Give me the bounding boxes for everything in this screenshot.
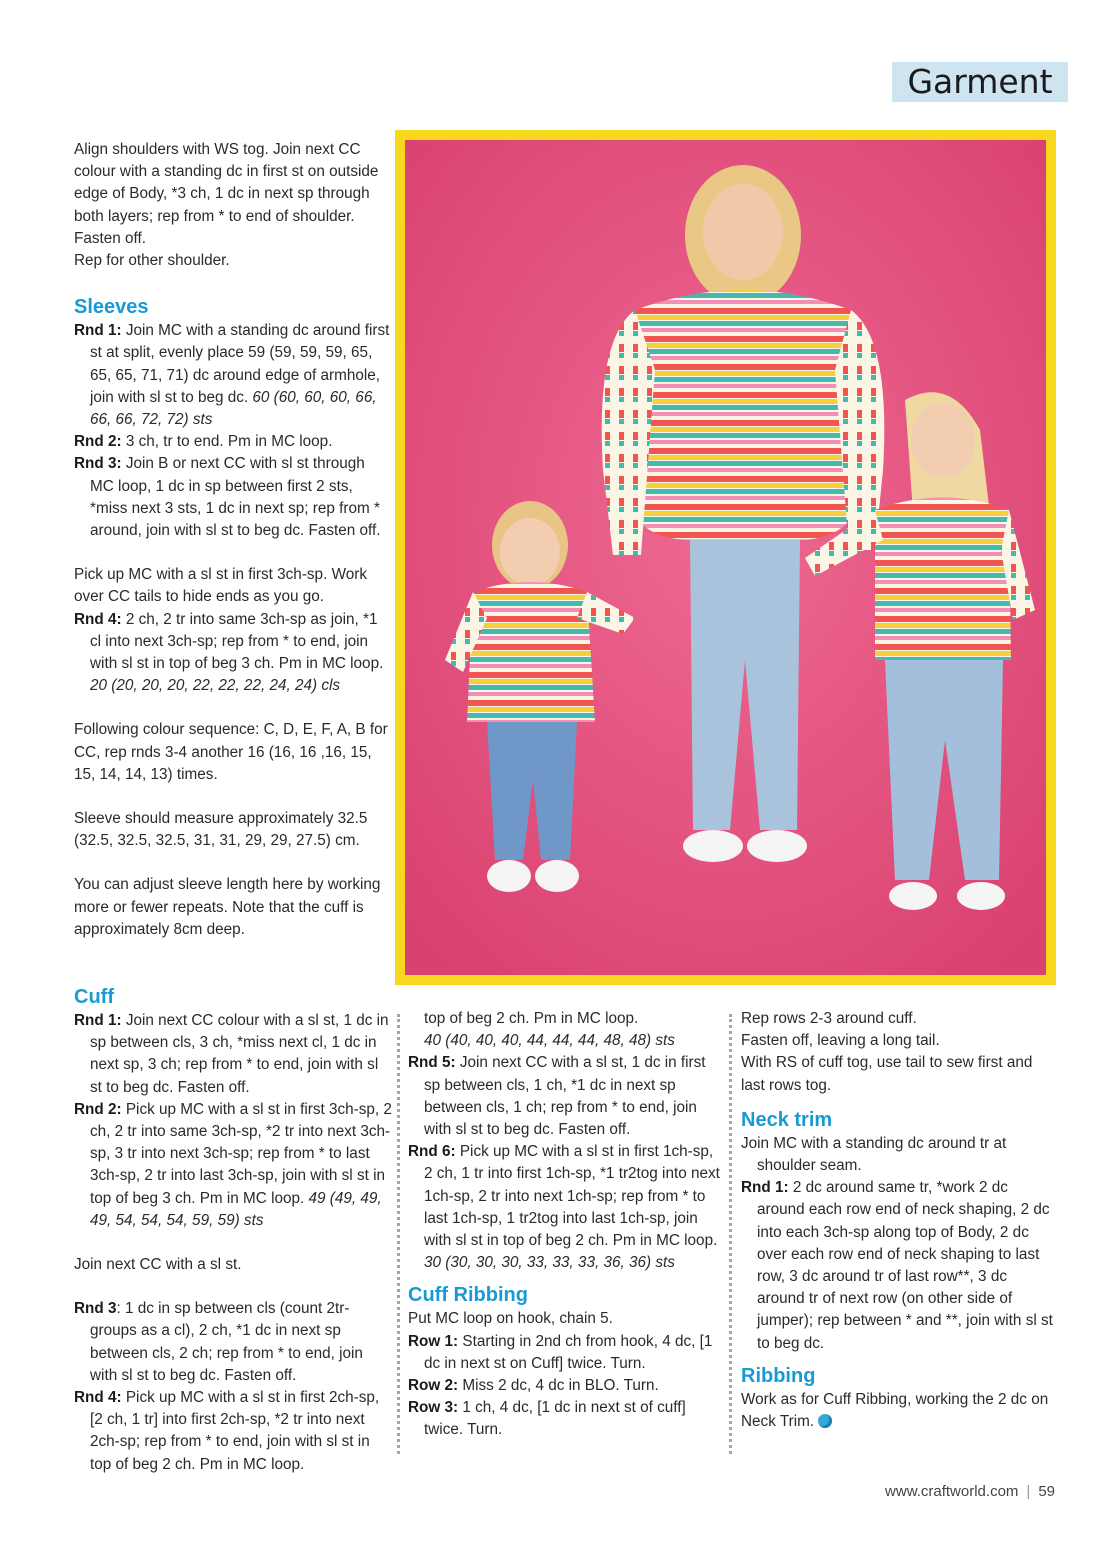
column-divider-2: [729, 1014, 732, 1454]
colour-sequence-paragraph: Following colour sequence: C, D, E, F, A, B for CC, rep rnds 3-4 another 16 (16, 16 ,16, 15, 15, 14, 14, 13) times.: [74, 721, 388, 783]
yarn-ball-icon: [818, 1414, 832, 1428]
website-link[interactable]: www.craftworld.com: [885, 1483, 1019, 1500]
cuff-rnd3: Rnd 3: 1 dc in sp between cls (count 2tr-groups as a cl), 2 ch, *1 dc in next sp between cls, 2 ch; rep from * to end, join with sl st to beg dc. Fasten off.: [74, 1300, 363, 1384]
photo-frame: [395, 130, 1056, 985]
cuff-ribbing-row1: Row 1: Starting in 2nd ch from hook, 4 dc, [1 dc in next st on Cuff] twice. Turn.: [408, 1332, 713, 1372]
cuff-ribbing-row3: Row 3: 1 ch, 4 dc, [1 dc in next st of cuff] twice. Turn.: [408, 1399, 686, 1439]
neck-trim-intro: Join MC with a standing dc around tr at shoulder seam.: [741, 1134, 1007, 1175]
cuff-rnd2: Rnd 2: Pick up MC with a sl st in first 3ch-sp, 2 ch, 2 tr into same 3ch-sp, *2 tr into next 3ch-sp, 3 tr into next 3ch-sp; rep from * to last 3ch-sp, 2 tr into last 3ch-sp, join with sl st in top of beg 3 ch. Pm in MC loop. 49 (49, 49, 49, 54, 54, 54, 59, 59) sts: [74, 1100, 392, 1229]
cuff-ribbing-row2: Row 2: Miss 2 dc, 4 dc in BLO. Turn.: [408, 1377, 659, 1395]
cuff-rnd4-continued: top of beg 2 ch. Pm in MC loop. 40 (40, 40, 40, 44, 44, 44, 48, 48) sts: [424, 1010, 675, 1050]
cuff-ribbing-heading: Cuff Ribbing: [408, 1284, 528, 1307]
measure-paragraph: Sleeve should measure approximately 32.5 (32.5, 32.5, 32.5, 31, 31, 29, 29, 27.5) cm.: [74, 810, 368, 850]
column-bottom-right: [741, 1008, 1057, 1433]
ribbing-heading: Ribbing: [741, 1364, 816, 1387]
cuff-ribbing-sew: With RS of cuff tog, use tail to sew first and last rows tog.: [741, 1054, 1033, 1094]
family-photo: [405, 140, 1046, 975]
cuff-rnd4: Rnd 4: Pick up MC with a sl st in first 2ch-sp, [2 ch, 1 tr] into first 2ch-sp, *2 tr into next 2ch-sp; rep from * to end, join with sl st in top of beg 2 ch. Pm in MC loop.: [74, 1389, 380, 1473]
join-next-paragraph: Join next CC with a sl st.: [74, 1256, 242, 1274]
column-bottom-left: [74, 984, 392, 1476]
sleeves-rnd2: Rnd 2: 3 ch, tr to end. Pm in MC loop.: [74, 433, 333, 451]
cuff-ribbing-rep: Rep rows 2-3 around cuff.: [741, 1010, 917, 1027]
ribbing-text: Work as for Cuff Ribbing, working the 2 dc on Neck Trim.: [741, 1390, 1049, 1431]
page-footer: [885, 1483, 1055, 1500]
adjust-paragraph: You can adjust sleeve length here by working more or fewer repeats. Note that the cuff is approximately 8cm deep.: [74, 876, 381, 938]
neck-trim-heading: Neck trim: [741, 1108, 833, 1131]
section-tab: Garment: [892, 62, 1068, 102]
cuff-heading: Cuff: [74, 986, 114, 1008]
cuff-rnd5: Rnd 5: Join next CC with a sl st, 1 dc in first sp between cls, 1 ch, *1 dc in next sp between cls, 1 ch; rep from * to end, join with sl st to beg dc. Fasten off.: [408, 1054, 706, 1139]
column-bottom-middle: [408, 1008, 720, 1442]
sleeves-rnd4: Rnd 4: 2 ch, 2 tr into same 3ch-sp as join, *1 cl into next 3ch-sp; rep from * to end, join with sl st in top of beg 3 ch. Pm in MC loop. 20 (20, 20, 20, 22, 22, 22, 24, 24) cls: [74, 610, 384, 695]
sleeves-heading: Sleeves: [74, 296, 149, 319]
intro-paragraph: Align shoulders with WS tog. Join next CC colour with a standing dc in first st on outside edge of Body, *3 ch, 1 dc in next sp through both layers; rep from * to end of shoulder. Fasten off.: [74, 141, 379, 247]
cuff-rnd6: Rnd 6: Pick up MC with a sl st in first 1ch-sp, 2 ch, 1 tr into first 1ch-sp, *1 tr2tog into next 1ch-sp, 2 tr into next 1ch-sp; rep from * to last 1ch-sp, 1 tr2tog into last 1ch-sp, join with sl st in top of beg 2 ch. Pm in MC loop. 30 (30, 30, 30, 33, 33, 33, 36, 36) sts: [408, 1143, 720, 1272]
sleeves-rnd3: Rnd 3: Join B or next CC with sl st through MC loop, 1 dc in sp between first 2 sts, *miss next 3 sts, 1 dc in next sp; rep from * around, join with sl st to beg dc. Fasten off.: [74, 455, 381, 540]
column-divider-1: [397, 1014, 400, 1454]
sleeves-rnd1: Rnd 1: Join MC with a standing dc around first st at split, evenly place 59 (59, 59, 59, 65, 65, 65, 71, 71) dc around edge of armhole, join with sl st to beg dc. 60 (60, 60, 60, 66, 66, 66, 72, 72) sts: [74, 322, 390, 429]
intro-paragraph-2: Rep for other shoulder.: [74, 252, 230, 270]
pick-up-paragraph: Pick up MC with a sl st in first 3ch-sp. Work over CC tails to hide ends as you go.: [74, 566, 367, 606]
footer-separator: |: [1026, 1483, 1031, 1500]
cuff-ribbing-fasten: Fasten off, leaving a long tail.: [741, 1032, 940, 1050]
neck-trim-rnd1: Rnd 1: 2 dc around same tr, *work 2 dc around each row end of neck shaping, 2 dc into each 3ch-sp along top of Body, 2 dc over each row end of neck shaping to last row, 3 dc around tr of last row**, 3 dc around tr of next row (on other side of jumper); rep between * and **, join with sl st to beg dc.: [741, 1179, 1053, 1352]
cuff-ribbing-intro: Put MC loop on hook, chain 5.: [408, 1310, 613, 1328]
column-left-upper: [74, 139, 390, 941]
cuff-rnd1: Rnd 1: Join next CC colour with a sl st, 1 dc in sp between cls, 3 ch, *miss next cl, 1 dc in next sp, 3 ch; rep from * to end, join with sl st to beg dc. Fasten off.: [74, 1012, 389, 1096]
photo-illustration: [405, 140, 1046, 975]
page-number: 59: [1038, 1483, 1055, 1500]
